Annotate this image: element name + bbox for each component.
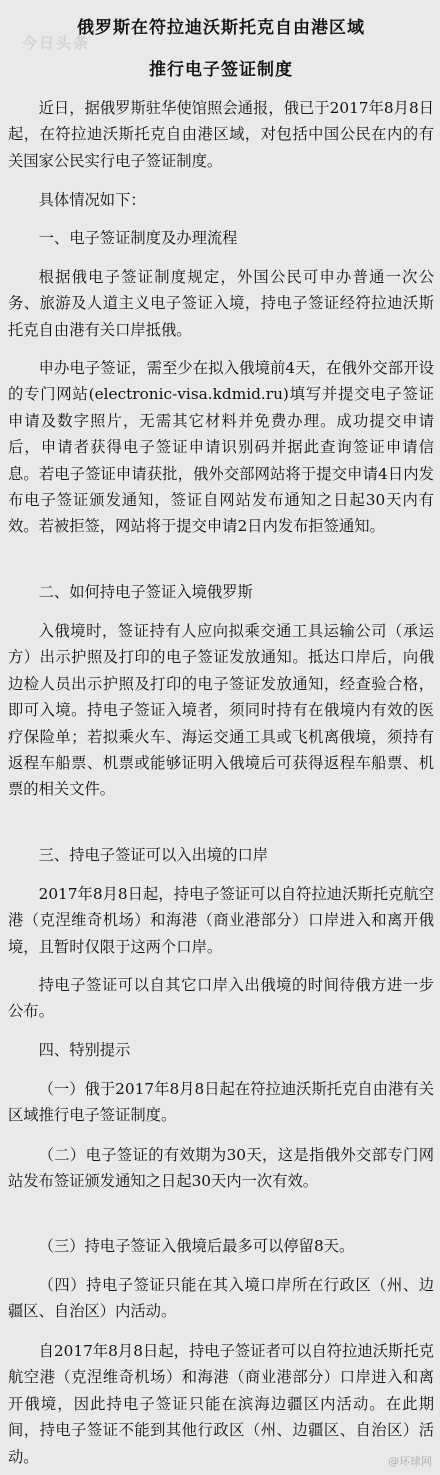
- paragraph-ports: 2017年8月8日起，持电子签证可以自符拉迪沃斯托克航空港（克涅维奇机场）和海港（商业港部分）口岸进入和离开俄境，且暂时仅限于这两个口岸。: [8, 885, 434, 956]
- section-heading-4: 四、特别提示: [38, 1041, 131, 1059]
- paragraph-other-ports: 持电子签证可以自其它口岸入出俄境的时间待俄方进一步公布。: [8, 976, 434, 1021]
- tip-4: （四）持电子签证只能在其入境口岸所在行政区（州、边疆区、自治区）内活动。: [8, 1276, 434, 1321]
- source-watermark: @环球网: [388, 1455, 432, 1468]
- document-title: 俄罗斯在符拉迪沃斯托克自由港区域: [77, 18, 365, 38]
- section-heading-3: 三、持电子签证可以入出境的口岸: [38, 846, 269, 864]
- section-heading-1: 一、电子签证制度及办理流程: [38, 229, 238, 247]
- intro-paragraph: 近日，据俄罗斯驻华使馆照会通报，俄已于2017年8月8日起，在符拉迪沃斯托克自由港区域，对包括中国公民在内的有关国家公民实行电子签证制度。: [8, 99, 434, 170]
- paragraph-application: 申办电子签证，需至少在拟入俄境前4天，在俄外交部开设的专门网站(electronic-visa.kdmid.ru)填写并提交电子签证申请及数字照片，无需其它材料并免费办理。成功提交申请后，申请者获得电子签证申请识别码并据此查询签证申请信息。若电子签证申请获批，俄外交部网站将于提交申请4日内发布电子签证颁发通知，签证自网站发布通知之日起30天内有效。若被拒签，网站将于提交申请2日内发布拒签通知。: [8, 359, 434, 536]
- overview-line: 具体情况如下：: [38, 191, 146, 209]
- paragraph-entry: 入俄境时，签证持有人应向拟乘交通工具运输公司（承运方）出示护照及打印的电子签证发放通知。抵达口岸后，向俄边检人员出示护照及打印的电子签证发放通知，经查验合格，即可入境。持电子签证入境者，须同时持有在俄境内有效的医疗保险单；若拟乘火车、海运交通工具或飞机离俄境，须持有返程车船票、机票或能够证明入俄境后可获得返程车船票、机票的相关文件。: [8, 622, 434, 799]
- paragraph-policy: 根据俄电子签证制度规定，外国公民可申办普通一次公务、旅游及人道主义电子签证入境，持电子签证经符拉迪沃斯托克自由港有关口岸抵俄。: [8, 268, 434, 339]
- watermark-logo: 今日头条: [22, 34, 91, 52]
- tip-3: （三）持电子签证入俄境后最多可以停留8天。: [38, 1237, 355, 1255]
- paragraph-closing: 自2017年8月8日起，持电子签证者可以自符拉迪沃斯托克航空港（克涅维奇机场）和海港（商业港部分）口岸进入和离开俄境，因此持电子签证只能在滨海边疆区内活动。在此期间，持电子签证不能到其他行政区（州、边疆区、自治区）活动。: [8, 1342, 434, 1466]
- tip-1: （一）俄于2017年8月8日起在符拉迪沃斯托克自由港有关区域推行电子签证制度。: [8, 1080, 434, 1125]
- section-heading-2: 二、如何持电子签证入境俄罗斯: [38, 583, 253, 601]
- tip-2: （二）电子签证的有效期为30天，这是指俄外交部专门网站发布签证颁发通知之日起30天内一次有效。: [8, 1146, 434, 1191]
- document-subtitle: 推行电子签证制度: [149, 60, 293, 80]
